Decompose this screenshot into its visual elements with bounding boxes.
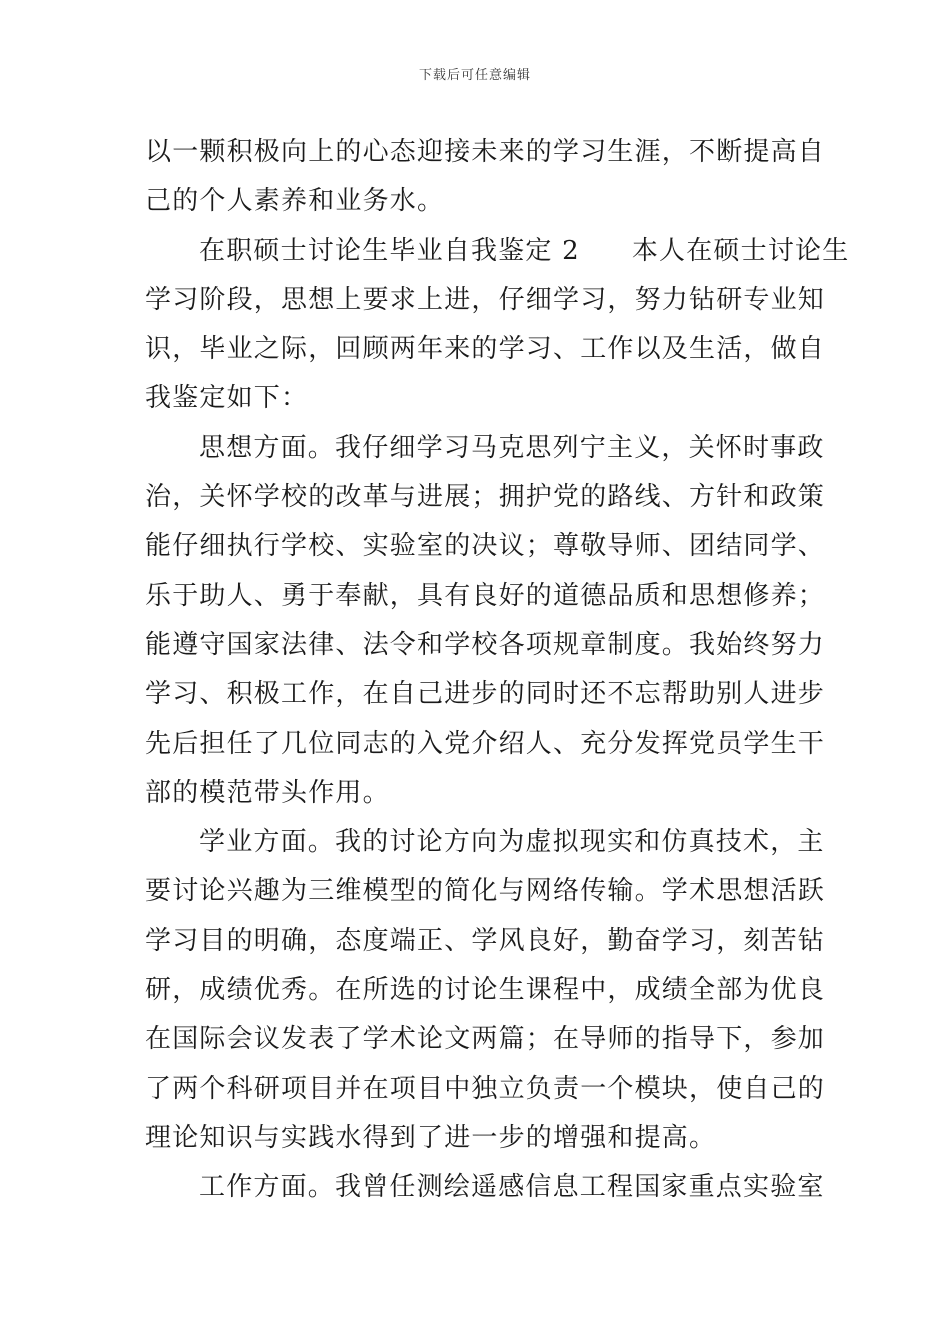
- paragraph-line: 我鉴定如下：: [145, 383, 309, 414]
- paragraph-line: 工作方面。我曾任测绘遥感信息工程国家重点实验室: [199, 1172, 825, 1203]
- paragraph-line: 研，成绩优秀。在所选的讨论生课程中，成绩全部为优良: [145, 975, 826, 1006]
- paragraph-line: 学业方面。我的讨论方向为虚拟现实和仿真技术，主: [199, 827, 825, 858]
- paragraph-line: 先后担任了几位同志的入党介绍人、充分发挥党员学生干: [145, 728, 826, 759]
- paragraph-line: 学习目的明确，态度端正、学风良好，勤奋学习，刻苦钻: [145, 925, 826, 956]
- paragraph-line: [145, 227, 850, 276]
- paragraph-line: 能仔细执行学校、实验室的决议；尊敬导师、团结同学、: [145, 531, 826, 562]
- paragraph-line: 了两个科研项目并在项目中独立负责一个模块，使自己的: [145, 1073, 826, 1104]
- paragraph-line: 乐于助人、勇于奉献，具有良好的道德品质和思想修养；: [145, 580, 826, 611]
- paragraph-line: 己的个人素养和业务水。: [145, 186, 445, 217]
- paragraph-line: 部的模范带头作用。: [145, 777, 390, 808]
- paragraph-line: 以一颗积极向上的心态迎接未来的学习生涯，不断提高自: [145, 137, 826, 167]
- paragraph-line: 学习阶段，思想上要求上进，仔细学习，努力钻研专业知: [145, 284, 826, 315]
- paragraph-line: 在国际会议发表了学术论文两篇；在导师的指导下，参加: [145, 1024, 826, 1055]
- paragraph-text: 本人在硕士讨论生: [631, 235, 850, 266]
- paragraph-line: 能遵守国家法律、法令和学校各项规章制度。我始终努力: [145, 629, 826, 660]
- paragraph-line: 理论知识与实践水得到了进一步的增强和提高。: [145, 1122, 717, 1153]
- paragraph-line: 学习、积极工作，在自己进步的同时还不忘帮助别人进步: [145, 679, 826, 710]
- section-heading: 在职硕士讨论生毕业自我鉴定 2: [199, 235, 580, 266]
- page-header: 下载后可任意编辑: [418, 68, 531, 83]
- paragraph-line: 治，关怀学校的改革与进展；拥护党的路线、方针和政策: [145, 482, 826, 513]
- paragraph-line: 识，毕业之际，回顾两年来的学习、工作以及生活，做自: [145, 334, 826, 365]
- paragraph-line: 要讨论兴趣为三维模型的简化与网络传输。学术思想活跃: [145, 876, 826, 907]
- document-body: [145, 128, 850, 1213]
- paragraph-line: 思想方面。我仔细学习马克思列宁主义，关怀时事政: [199, 432, 825, 463]
